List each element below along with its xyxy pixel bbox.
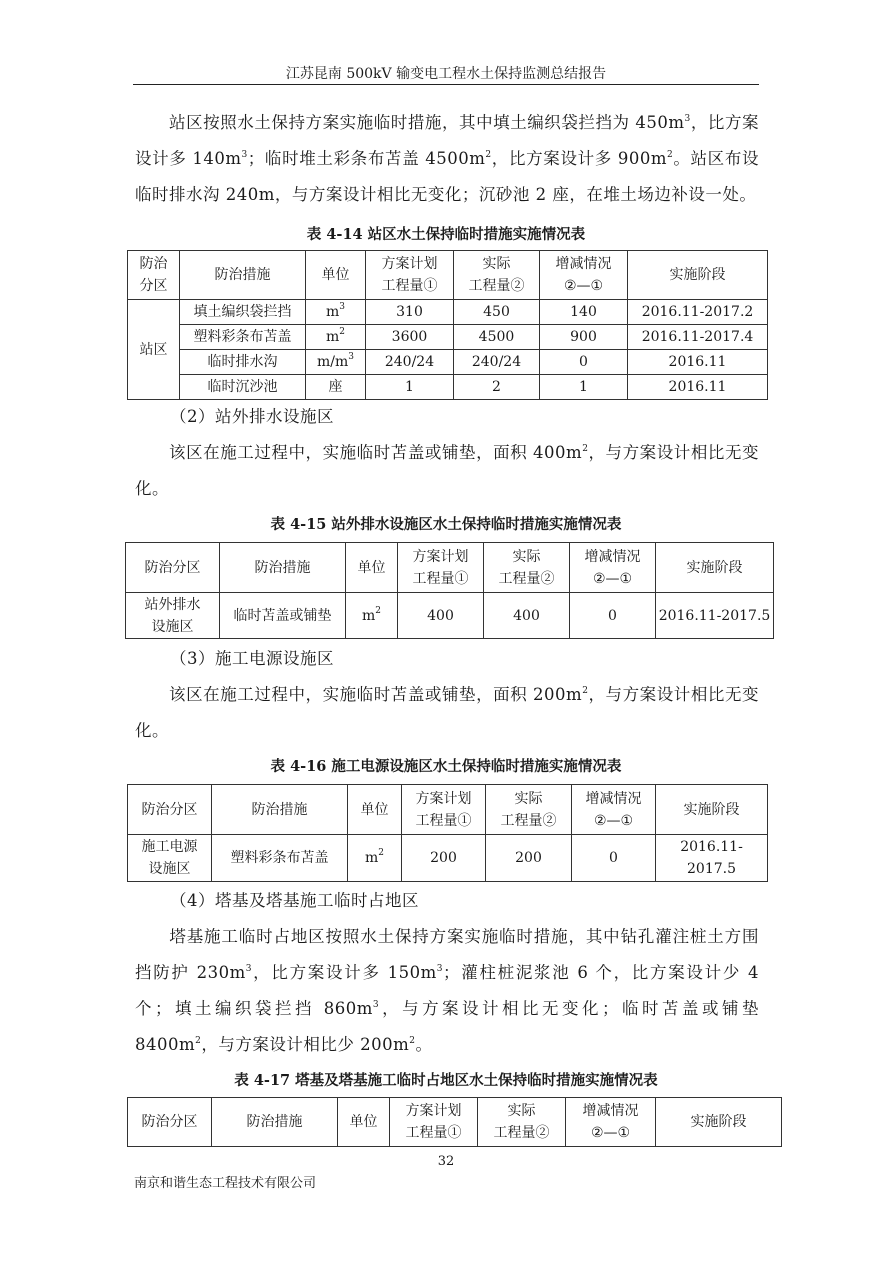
header-cell: 防治措施 [212, 1098, 338, 1147]
header-cell: 单位 [346, 543, 398, 593]
table-cell: 临时沉沙池 [180, 375, 306, 400]
page-number: 32 [437, 1154, 455, 1169]
table-cell: 2016.11-2017.5 [656, 835, 768, 882]
section-heading: （2）站外排水设施区 [170, 407, 334, 426]
header-cell: 增减情况 ②—① [570, 543, 656, 593]
table-cell: 1 [366, 375, 454, 400]
table-cell: 2 [454, 375, 540, 400]
table-cell: 310 [366, 300, 454, 325]
table-caption: 表 4-14 站区水土保持临时措施实施情况表 [306, 226, 586, 243]
header-cell: 实际 工程量② [454, 251, 540, 300]
header-cell: 实施阶段 [656, 1098, 782, 1147]
table-cell: 240/24 [454, 350, 540, 375]
table-cell: 2016.11-2017.2 [628, 300, 768, 325]
zone-cell: 站外排水 设施区 [126, 593, 220, 639]
header-cell: 实际 工程量② [484, 543, 570, 593]
table-cell: 400 [484, 593, 570, 639]
header-cell: 增减情况 ②—① [540, 251, 628, 300]
header-cell: 防治措施 [212, 785, 348, 835]
unit-cell: $m^2$ [348, 835, 402, 882]
header-cell: 方案计划 工程量① [398, 543, 484, 593]
header-cell: 防治分区 [128, 1098, 212, 1147]
section-heading: （4）塔基及塔基施工临时占地区 [170, 891, 419, 910]
table-cell: 2016.11 [628, 375, 768, 400]
header-cell: 实际 工程量② [486, 785, 572, 835]
table-cell: 塑料彩条布苫盖 [180, 325, 306, 350]
table-cell: 450 [454, 300, 540, 325]
table-caption: 表 4-17 塔基及塔基施工临时占地区水土保持临时措施实施情况表 [234, 1072, 658, 1089]
table-cell: 塑料彩条布苫盖 [212, 835, 348, 882]
zone-cell: 站区 [128, 300, 180, 400]
header-cell: 防治 分区 [128, 251, 180, 300]
unit-cell: $m^3$ [306, 300, 366, 325]
table-cell: 0 [540, 350, 628, 375]
table-4-17 [127, 1097, 782, 1147]
header-cell: 方案计划 工程量① [366, 251, 454, 300]
paragraph-power: 该区在施工过程中，实施临时苫盖或铺垫，面积 $200m^2$，与方案设计相比无变化。 [135, 685, 760, 740]
table-cell: 3600 [366, 325, 454, 350]
header-cell: 实施阶段 [656, 543, 774, 593]
header-rule [133, 84, 759, 85]
unit-cell: $m^2$ [306, 325, 366, 350]
section-heading: （3）施工电源设施区 [170, 649, 334, 668]
table-cell: 400 [398, 593, 484, 639]
unit-cell: 座 [306, 375, 366, 400]
header-cell: 防治措施 [220, 543, 346, 593]
paragraph-station: 站区按照水土保持方案实施临时措施，其中填土编织袋拦挡为 $450m^3$，比方案设计多 $140m^3$；临时堆土彩条布苫盖 $4500m^2$，比方案设计多 $900m^2$。站区布设临时排水沟 240m，与方案设计相比无变化；沉砂池 2 座，在堆土场边补设一处。 [135, 113, 760, 204]
table-cell: 1 [540, 375, 628, 400]
table-cell: 0 [570, 593, 656, 639]
header-cell: 单位 [338, 1098, 390, 1147]
header-cell: 增减情况 ②—① [566, 1098, 656, 1147]
header-cell: 实际 工程量② [478, 1098, 566, 1147]
table-cell: 临时苫盖或铺垫 [220, 593, 346, 639]
header-cell: 增减情况 ②—① [572, 785, 656, 835]
table-cell: 200 [486, 835, 572, 882]
header-cell: 方案计划 工程量① [402, 785, 486, 835]
table-cell: 填土编织袋拦挡 [180, 300, 306, 325]
table-cell: 900 [540, 325, 628, 350]
table-caption: 表 4-15 站外排水设施区水土保持临时措施实施情况表 [270, 516, 622, 533]
paragraph-drainage: 该区在施工过程中，实施临时苫盖或铺垫，面积 $400m^2$，与方案设计相比无变化。 [135, 443, 760, 498]
table-4-15 [125, 542, 774, 639]
table-cell: 2016.11 [628, 350, 768, 375]
table-cell: 4500 [454, 325, 540, 350]
unit-cell: $m^2$ [346, 593, 398, 639]
table-cell: 140 [540, 300, 628, 325]
footer-company: 南京和谐生态工程技术有限公司 [134, 1176, 317, 1191]
table-cell: 2016.11-2017.5 [656, 593, 774, 639]
header-cell: 防治分区 [126, 543, 220, 593]
table-caption: 表 4-16 施工电源设施区水土保持临时措施实施情况表 [270, 758, 622, 775]
running-header: 江苏昆南 500kV 输变电工程水土保持监测总结报告 [285, 66, 607, 82]
table-cell: 临时排水沟 [180, 350, 306, 375]
table-cell: 2016.11-2017.4 [628, 325, 768, 350]
table-4-14 [127, 250, 768, 400]
table-4-16 [127, 784, 768, 882]
header-cell: 单位 [306, 251, 366, 300]
paragraph-tower: 塔基施工临时占地区按照水土保持方案实施临时措施，其中钻孔灌注桩土方围挡防护 $230m^3$，比方案设计多 $150m^3$；灌柱桩泥浆池 6 个，比方案设计少 4 个；填土编织袋拦挡 $860m^3$，与方案设计相比无变化；临时苫盖或铺垫 $8400m^2$，与方案设计相比少 $200m^2$。 [135, 927, 759, 1054]
header-cell: 实施阶段 [628, 251, 768, 300]
table-cell: 240/24 [366, 350, 454, 375]
header-cell: 防治措施 [180, 251, 306, 300]
header-cell: 方案计划 工程量① [390, 1098, 478, 1147]
header-cell: 单位 [348, 785, 402, 835]
header-cell: 实施阶段 [656, 785, 768, 835]
header-cell: 防治分区 [128, 785, 212, 835]
table-cell: 200 [402, 835, 486, 882]
table-cell: 0 [572, 835, 656, 882]
zone-cell: 施工电源 设施区 [128, 835, 212, 882]
unit-cell: $m/m^3$ [306, 350, 366, 375]
